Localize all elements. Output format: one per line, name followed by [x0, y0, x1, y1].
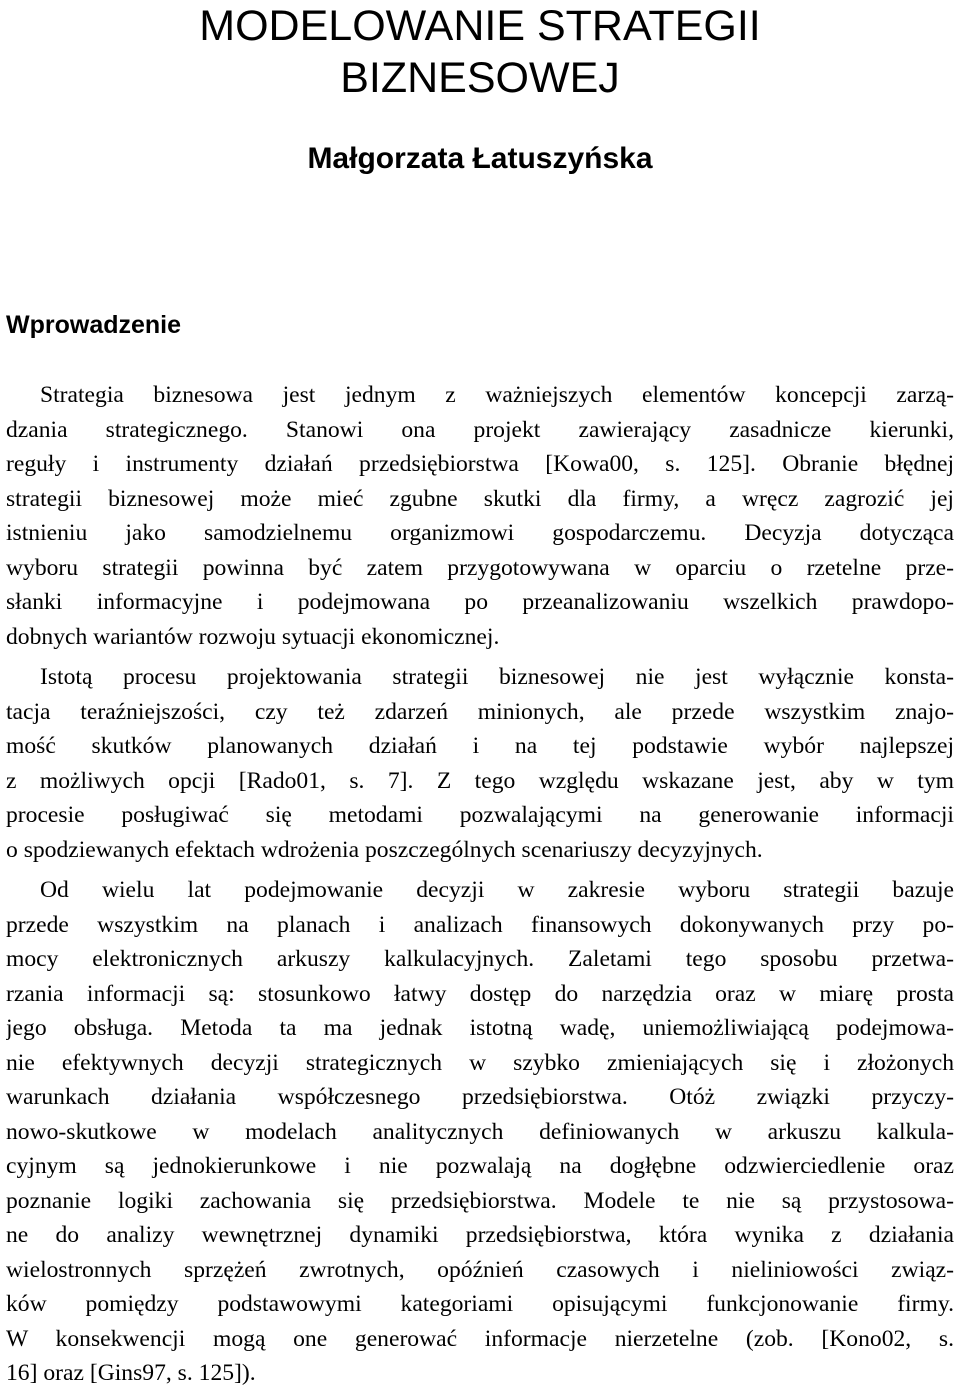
text-line: Istotą procesu projektowania strategii biznesowej nie jest wyłącznie konsta-	[40, 664, 954, 690]
text-line: Strategia biznesowa jest jednym z ważniejszych elementów koncepcji zarzą-	[40, 382, 954, 408]
text-line: poznanie logiki zachowania się przedsiębiorstwa. Modele te nie są przystosowa-	[6, 1187, 954, 1214]
text-line: jego obsługa. Metoda ta ma jednak istotną wadę, uniemożliwiającą podejmowa-	[6, 1015, 954, 1041]
title-line: MODELOWANIE STRATEGII	[199, 2, 761, 50]
text-line: istnieniu jako samodzielnemu organizmowi gospodarczemu. Decyzja dotycząca	[6, 520, 954, 546]
paragraph-3	[6, 873, 954, 1391]
text-line: tacja teraźniejszości, czy też zdarzeń minionych, ale przede wszystkim znajo-	[6, 698, 954, 725]
title-line: BIZNESOWEJ	[340, 54, 620, 102]
paragraph-1	[6, 378, 954, 654]
paper-title	[0, 0, 960, 104]
text-line: ków pomiędzy podstawowymi kategoriami opisującymi funkcjonowanie firmy.	[6, 1291, 954, 1317]
text-line: ne do analizy wewnętrznej dynamiki przedsiębiorstwa, która wynika z działania	[6, 1222, 954, 1248]
text-line: mość skutków planowanych działań i na tej podstawie wybór najlepszej	[6, 733, 954, 759]
text-line: dzania strategicznego. Stanowi ona projekt zawierający zasadnicze kierunki,	[6, 416, 954, 443]
text-line: dobnych wariantów rozwoju sytuacji ekonomicznej.	[6, 623, 500, 650]
text-line: procesie posługiwać się metodami pozwalającymi na generowanie informacji	[6, 802, 954, 828]
text-line: strategii biznesowej może mieć zgubne skutki dla firmy, a wręcz zagrozić jej	[6, 485, 954, 512]
text-line: nowo-skutkowe w modelach analitycznych definiowanych w arkuszu kalkula-	[6, 1118, 954, 1145]
text-line: o spodziewanych efektach wdrożenia poszczególnych scenariuszy decyzyjnych.	[6, 836, 763, 863]
text-line: mocy elektronicznych arkuszy kalkulacyjnych. Zaletami tego sposobu przetwa-	[6, 946, 954, 972]
text-line: z możliwych opcji [Rado01, s. 7]. Z tego względu wskazane jest, aby w tym	[6, 767, 954, 794]
text-line: 16] oraz [Gins97, s. 125]).	[6, 1360, 256, 1386]
text-line: nie efektywnych decyzji strategicznych w szybko zmieniających się i złożonych	[6, 1049, 954, 1076]
text-line: wielostronnych sprzężeń zwrotnych, opóźnień czasowych i nieliniowości związ-	[6, 1256, 954, 1283]
text-line: Od wielu lat podejmowanie decyzji w zakresie wyboru strategii bazuje	[40, 877, 954, 903]
text-line: rzania informacji są: stosunkowo łatwy dostęp do narzędzia oraz w miarę prosta	[6, 980, 954, 1007]
text-line: słanki informacyjne i podejmowana po przeanalizowaniu wszelkich prawdopo-	[6, 589, 954, 615]
text-line: warunkach działania współczesnego przedsiębiorstwa. Otóż związki przyczy-	[6, 1084, 954, 1110]
paragraph-2	[6, 660, 954, 867]
author-name: Małgorzata Łatuszyńska	[307, 142, 653, 175]
text-line: W konsekwencji mogą one generować informacje nierzetelne (zob. [Kono02, s.	[6, 1325, 954, 1352]
text-line: wyboru strategii powinna być zatem przygotowywana w oparciu o rzetelne prze-	[6, 554, 954, 581]
text-line: cyjnym są jednokierunkowe i nie pozwalają na dogłębne odzwierciedlenie oraz	[6, 1153, 954, 1179]
text-line: przede wszystkim na planach i analizach finansowych dokonywanych przy po-	[6, 911, 954, 938]
section-heading: Wprowadzenie	[6, 311, 182, 339]
text-line: reguły i instrumenty działań przedsiębiorstwa [Kowa00, s. 125]. Obranie błędnej	[6, 451, 954, 477]
